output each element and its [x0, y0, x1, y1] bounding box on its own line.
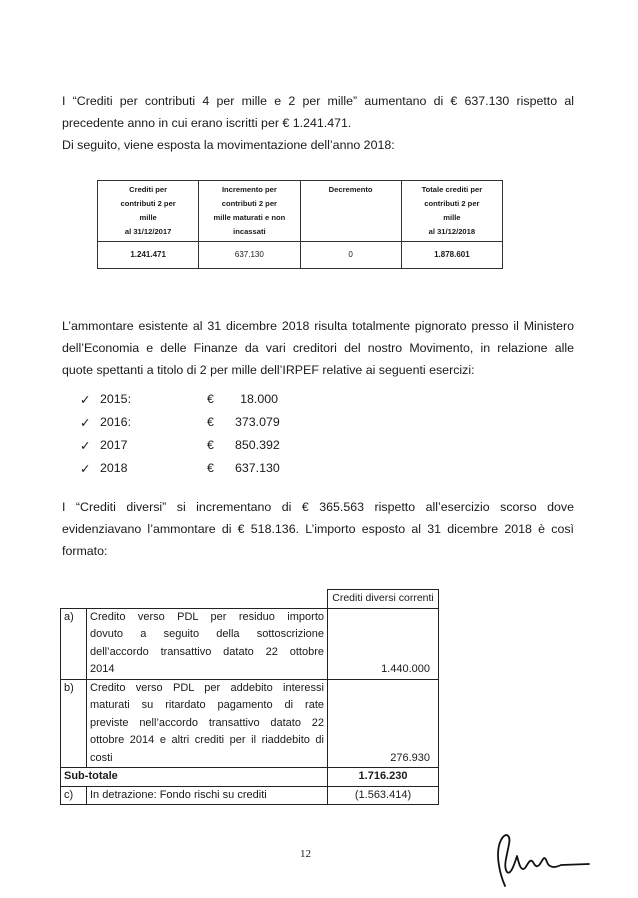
row-label: b) [61, 679, 87, 768]
empty-header-cell [61, 590, 328, 609]
text-line: I “Crediti per contributi 4 per mille e 2 per mille” aumentano di € 637.130 rispetto al [62, 94, 574, 108]
row-description [87, 679, 328, 768]
description-line: 2014 [90, 663, 115, 675]
checkmark-icon: ✓ [80, 393, 91, 407]
list-year: 2015: [100, 392, 132, 406]
paragraph-pignoramento-end [62, 359, 574, 381]
subtotal-value: 1.716.230 [328, 768, 439, 787]
description-line: Credito verso PDL per residuo importo [90, 610, 324, 623]
list-item [80, 413, 380, 436]
header-line: contributi 2 per [221, 199, 278, 208]
table-header-row [98, 181, 503, 242]
currency-symbol: € [207, 438, 214, 452]
value-cell: 1.878.601 [401, 242, 502, 269]
header-line: Decremento [328, 185, 373, 194]
text-line: L’ammontare esistente al 31 dicembre 2018 risulta totalmente pignorato presso il Ministero [62, 319, 574, 333]
header-line: al 31/12/2017 [124, 227, 172, 236]
column-header: Crediti diversi correnti [328, 590, 439, 609]
text-line: quote spettanti a titolo di 2 per mille dell’IRPEF relative ai seguenti esercizi: [62, 363, 475, 377]
list-amount: 637.130 [235, 461, 280, 475]
deduction-value: (1.563.414) [328, 786, 439, 805]
description-line: maturati su ritardato pagamento di rate [90, 699, 324, 711]
currency-symbol: € [207, 415, 214, 429]
row-description [87, 608, 328, 679]
row-label: c) [61, 786, 87, 805]
list-amount: 850.392 [235, 438, 280, 452]
text-line: I “Crediti diversi” si incrementano di € 365.563 rispetto all’esercizio scorso dove [62, 500, 574, 514]
currency-symbol: € [207, 392, 214, 406]
list-year: 2018 [100, 461, 128, 475]
movement-table [97, 180, 503, 269]
paragraph-crediti-contributi-end [62, 112, 574, 156]
header-line: Incremento per [221, 185, 277, 194]
checkmark-icon: ✓ [80, 439, 91, 453]
list-item [80, 390, 380, 413]
list-item [80, 436, 380, 459]
list-amount: 18.000 [240, 392, 278, 406]
description-line: Credito verso PDL per addebito interessi [90, 681, 324, 694]
signature-icon [487, 822, 597, 892]
header-line: Totale crediti per [421, 185, 483, 194]
value-cell: 637.130 [199, 242, 300, 269]
row-value: 276.930 [328, 679, 439, 768]
header-cell [98, 181, 199, 242]
currency-symbol: € [207, 461, 214, 475]
list-year: 2017 [100, 438, 128, 452]
table-row [61, 608, 439, 679]
header-line: contributi 2 per [120, 199, 176, 208]
header-line: mille [139, 213, 157, 222]
description-line: costi [90, 751, 113, 764]
page-number: 12 [300, 848, 311, 860]
year-checklist [80, 390, 380, 482]
paragraph-crediti-diversi [62, 496, 574, 540]
table-row [61, 679, 439, 768]
header-cell [199, 181, 300, 242]
header-cell [300, 181, 401, 242]
header-cell [401, 181, 502, 242]
description-line: previste nell’accordo transattivo datato 22 [90, 716, 324, 729]
paragraph-crediti-diversi-end [62, 540, 574, 562]
description-line: dell’accordo transattivo datato 22 ottobre [90, 645, 324, 658]
header-line: contributi 2 per [424, 199, 480, 208]
list-item [80, 459, 380, 482]
table-header-row [61, 590, 439, 609]
text-line: dell’Economia e delle Finanze da vari creditori del nostro Movimento, in relazione alle [62, 341, 574, 355]
description-line: dovuto a seguito della sottoscrizione [90, 628, 324, 640]
list-year: 2016: [100, 415, 132, 429]
row-value: 1.440.000 [328, 608, 439, 679]
header-line: al 31/12/2018 [428, 227, 476, 236]
header-line: incassati [233, 227, 266, 236]
text-line: evidenziavano l’ammontare di € 518.136. L’importo esposto al 31 dicembre 2018 è così [62, 522, 574, 536]
checkmark-icon: ✓ [80, 462, 91, 476]
deduction-row [61, 786, 439, 805]
subtotal-row [61, 768, 439, 787]
deduction-description: In detrazione: Fondo rischi su crediti [87, 786, 328, 805]
text-line: formato: [62, 544, 108, 558]
subtotal-label: Sub-totale [61, 768, 328, 787]
checkmark-icon: ✓ [80, 416, 91, 430]
header-line: mille maturati e non [213, 213, 286, 222]
row-label: a) [61, 608, 87, 679]
description-line: ottobre 2014 e altri crediti per il riaddebito di [90, 734, 324, 746]
header-line: Crediti per [129, 185, 168, 194]
list-amount: 373.079 [235, 415, 280, 429]
paragraph-crediti-contributi [62, 90, 574, 112]
credits-table [60, 589, 439, 805]
value-cell: 0 [300, 242, 401, 269]
text-line: Di seguito, viene esposta la movimentazione dell’anno 2018: [62, 138, 395, 152]
header-line: mille [443, 213, 461, 222]
text-line: precedente anno in cui erano iscritti per € 1.241.471. [62, 116, 352, 130]
paragraph-pignoramento [62, 315, 574, 359]
table-row [98, 242, 503, 269]
value-cell: 1.241.471 [98, 242, 199, 269]
